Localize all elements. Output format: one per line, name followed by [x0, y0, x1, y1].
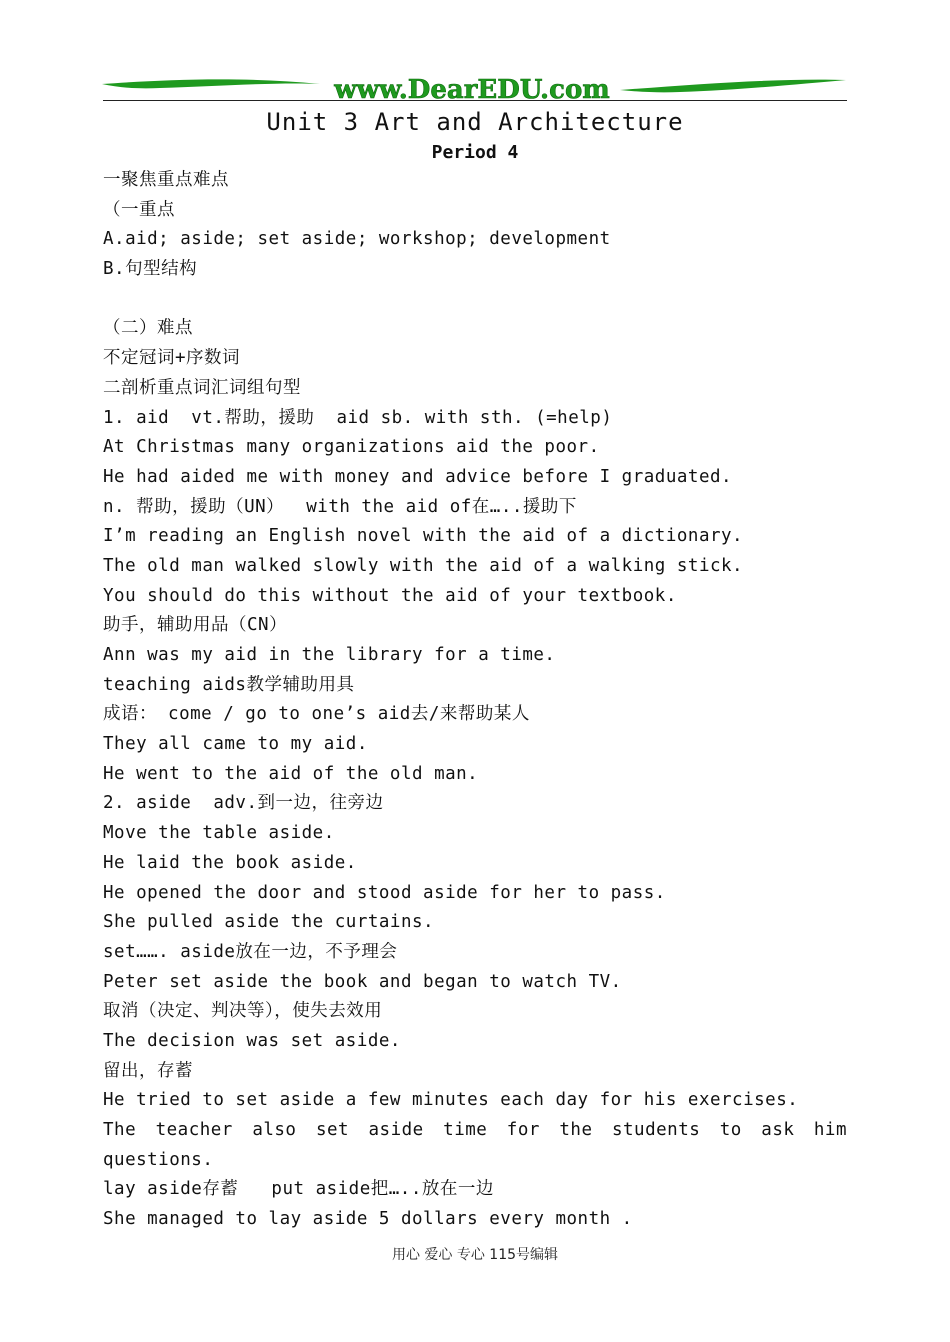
text-line: questions. [103, 1149, 214, 1170]
period-subtitle: Period 4 [431, 142, 519, 163]
page-title: Unit 3 Art and Architecture [266, 108, 684, 136]
text-line: （二）难点 [103, 318, 193, 339]
text-line: They all came to my aid. [103, 734, 368, 755]
text-line: He laid the book aside. [103, 852, 357, 873]
text-line: 二剖析重点词汇词组句型 [103, 377, 301, 398]
text-line: He opened the door and stood aside for her to pass. [103, 882, 666, 903]
text-line: I’m reading an English novel with the aid of a dictionary. [103, 526, 744, 547]
text-line: She managed to lay aside 5 dollars every month . [103, 1209, 633, 1230]
text-line: 2. aside adv.到一边，往旁边 [103, 793, 384, 814]
text-line: lay aside存蓄 put aside把…..放在一边 [103, 1179, 494, 1200]
text-line: 助手，辅助用品（CN） [103, 615, 288, 636]
header-rule [103, 100, 847, 101]
text-line: Ann was my aid in the library for a time. [103, 645, 556, 665]
left-swoosh [102, 79, 320, 88]
text-line: n. 帮助，援助（UN） with the aid of在…..援助下 [103, 496, 577, 517]
text-line: He had aided me with money and advice before I graduated. [103, 466, 733, 487]
text-line: Peter set aside the book and began to watch TV. [103, 971, 622, 992]
text-line: 不定冠词+序数词 [103, 348, 241, 369]
text-line: The decision was set aside. [103, 1030, 401, 1051]
text-line: B.句型结构 [103, 259, 198, 280]
document-body [103, 166, 847, 1235]
text-line: He went to the aid of the old man. [103, 763, 479, 784]
text-line: Move the table aside. [103, 823, 335, 844]
text-line: 留出，存蓄 [103, 1060, 193, 1081]
page-footer: 用心 爱心 专心 115号编辑 [391, 1247, 559, 1263]
blank-line [103, 285, 847, 315]
text-line: You should do this without the aid of your textbook. [103, 585, 677, 606]
text-line: A.aid; aside; set aside; workshop; development [103, 229, 611, 250]
text-line: 一聚焦重点难点 [103, 170, 229, 190]
text-line: The teacher also set aside time for the students to ask him [103, 1120, 847, 1140]
text-line: 成语： come / go to one’s aid去/来帮助某人 [103, 704, 530, 725]
right-swoosh [620, 80, 846, 93]
text-line: teaching aids教学辅助用具 [103, 674, 355, 695]
text-line: At Christmas many organizations aid the poor. [103, 437, 600, 458]
text-line: 1. aid vt.帮助，援助 aid sb. with sth. (=help) [103, 407, 613, 428]
text-line: She pulled aside the curtains. [103, 912, 435, 933]
text-line: set……. aside放在一边，不予理会 [103, 941, 398, 962]
text-line: The old man walked slowly with the aid of a walking stick. [103, 555, 744, 576]
text-line: 取消（决定、判决等），使失去效用 [103, 1001, 383, 1022]
text-line: He tried to set aside a few minutes each day for his exercises. [103, 1090, 799, 1111]
logo-text: www.DearEDU.com [334, 75, 610, 105]
text-line: （一重点 [103, 199, 175, 220]
